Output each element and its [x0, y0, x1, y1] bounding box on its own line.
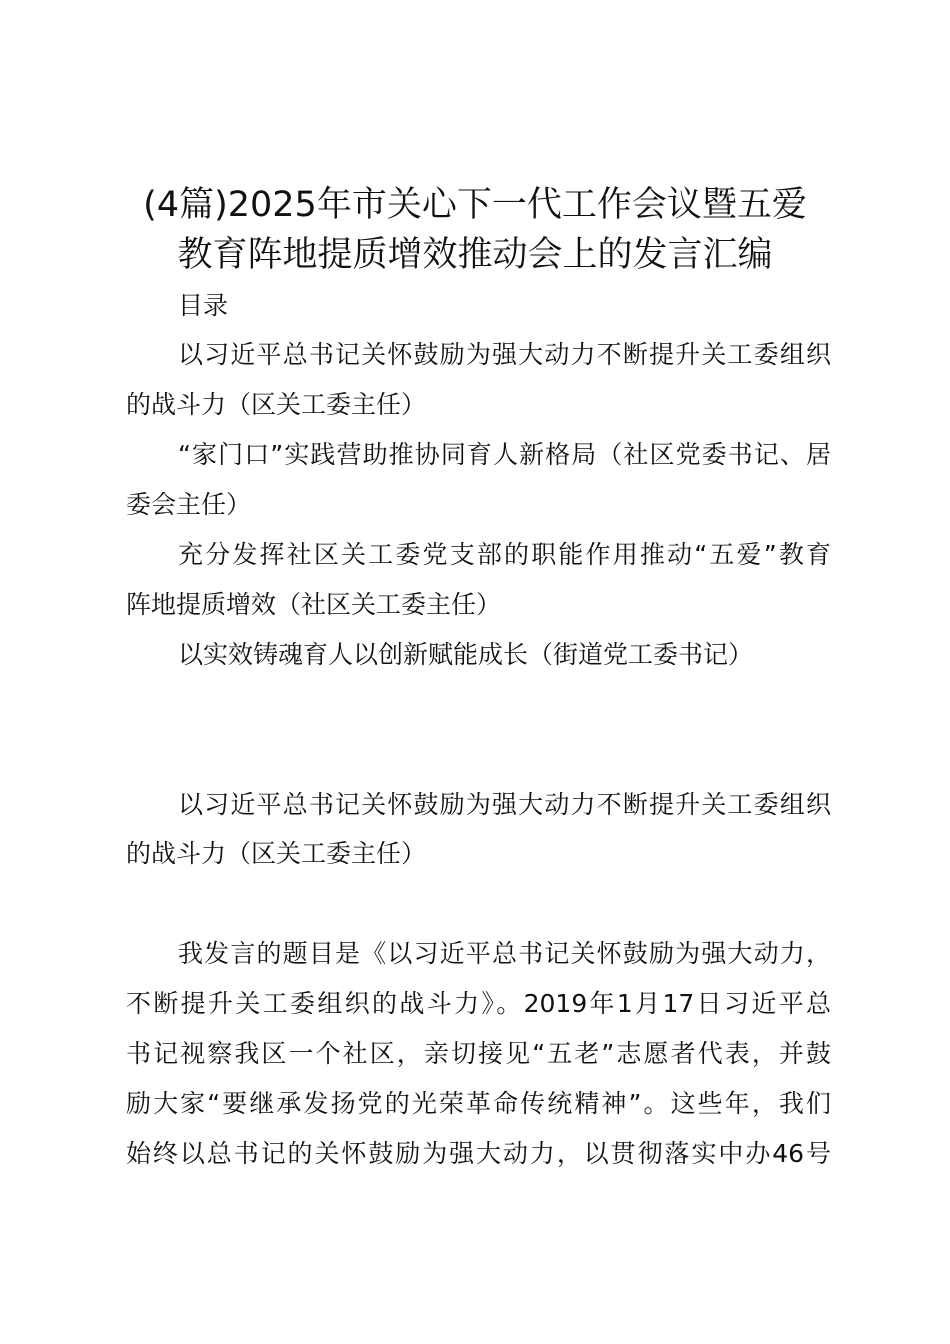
body-line-4: 励大家“要继承发扬党的光荣革命传统精神”。这些年，我们	[126, 1089, 831, 1118]
section-heading-line-2: 的战斗力（区关工委主任）	[126, 839, 427, 868]
body-line-1: 我发言的题目是《以习近平总书记关怀鼓励为强大动力，	[178, 939, 831, 968]
toc-item-3-line-2: 阵地提质增效（社区关工委主任）	[126, 590, 502, 619]
document-title-line-2: 教育阵地提质增效推动会上的发言汇编	[177, 235, 773, 275]
document-title-line-1: (4篇)2025年市关心下一代工作会议暨五爱	[143, 185, 807, 225]
body-line-2: 不断提升关工委组织的战斗力》。2019年1月17日习近平总	[126, 989, 831, 1018]
section-heading-line-1: 以习近平总书记关怀鼓励为强大动力不断提升关工委组织	[178, 790, 831, 819]
toc-item-4-line-1: 以实效铸魂育人以创新赋能成长（街道党工委书记）	[178, 640, 754, 669]
body-line-5: 始终以总书记的关怀鼓励为强大动力，以贯彻落实中办46号	[126, 1139, 831, 1168]
toc-item-3-line-1: 充分发挥社区关工委党支部的职能作用推动“五爱”教育	[178, 540, 831, 569]
toc-item-2-line-1: “家门口”实践营助推协同育人新格局（社区党委书记、居	[178, 440, 831, 469]
body-line-3: 书记视察我区一个社区，亲切接见“五老”志愿者代表，并鼓	[126, 1039, 831, 1068]
toc-item-1-line-1: 以习近平总书记关怀鼓励为强大动力不断提升关工委组织	[178, 340, 831, 369]
toc-item-1-line-2: 的战斗力（区关工委主任）	[126, 390, 427, 419]
toc-heading: 目录	[178, 291, 229, 320]
toc-item-2-line-2: 委会主任）	[126, 490, 252, 519]
